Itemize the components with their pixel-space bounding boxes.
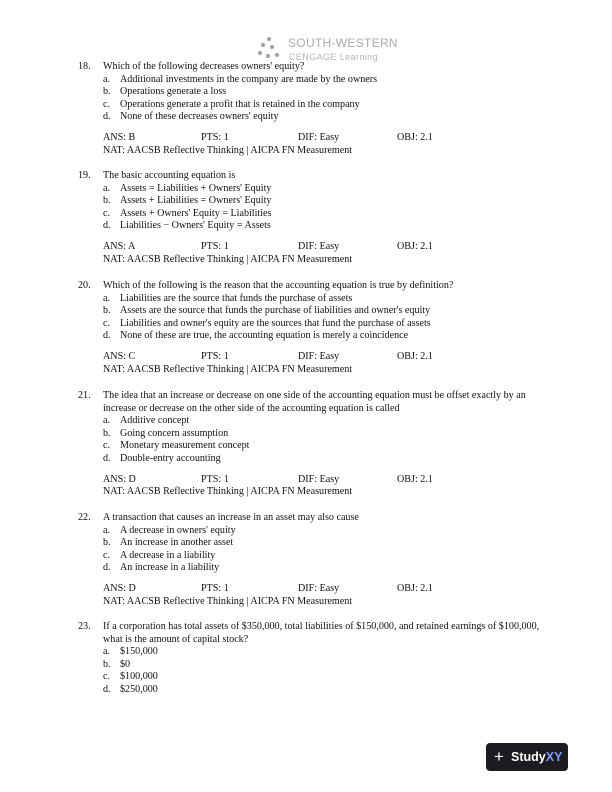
option-letter: c. — [103, 207, 111, 219]
meta-row — [103, 351, 558, 364]
difficulty: DIF: Easy — [298, 131, 340, 143]
answer-meta — [78, 474, 558, 499]
option-b — [78, 537, 558, 550]
option-text: Additional investments in the company are made by the owners — [120, 73, 378, 85]
option-c — [78, 99, 558, 112]
difficulty: DIF: Easy — [298, 582, 340, 594]
answer-options — [78, 525, 558, 575]
option-letter: d. — [103, 111, 111, 123]
difficulty: DIF: Easy — [298, 350, 340, 362]
meta-row — [103, 132, 558, 145]
option-a — [78, 74, 558, 87]
answer-key: ANS: A — [103, 240, 136, 252]
option-d — [78, 453, 558, 466]
question-number: 19. — [78, 170, 91, 181]
question-22 — [78, 512, 558, 608]
option-d — [78, 562, 558, 575]
option-text: None of these are true, the accounting equation is merely a coincidence — [120, 330, 409, 342]
question-number: 20. — [78, 280, 91, 291]
answer-options — [78, 74, 558, 124]
question-number: 22. — [78, 512, 91, 523]
points: PTS: 1 — [201, 240, 229, 252]
option-letter: a. — [103, 292, 111, 304]
option-text: Assets + Owners' Equity = Liabilities — [120, 207, 272, 219]
logo-line2: CENGAGE Learning — [289, 52, 378, 62]
option-letter: c. — [103, 317, 111, 329]
answer-key: ANS: D — [103, 473, 136, 485]
national-standards: NAT: AACSB Reflective Thinking | AICPA FN Measurement — [103, 486, 353, 498]
objective: OBJ: 2.1 — [397, 350, 433, 362]
option-b — [78, 659, 558, 672]
meta-row — [103, 583, 558, 596]
option-letter: a. — [103, 646, 111, 658]
option-letter: d. — [103, 683, 111, 695]
option-letter: c. — [103, 671, 111, 683]
answer-options — [78, 293, 558, 343]
option-c — [78, 550, 558, 563]
option-d — [78, 111, 558, 124]
option-text: Operations generate a profit that is retained in the company — [120, 98, 360, 110]
question-number: 18. — [78, 61, 91, 72]
logo-dots-icon — [258, 37, 284, 61]
points: PTS: 1 — [201, 350, 229, 362]
option-text: Liabilities are the source that funds the purchase of assets — [120, 292, 353, 304]
option-text: $100,000 — [120, 671, 158, 683]
option-text: An increase in another asset — [120, 537, 234, 549]
question-19 — [78, 170, 558, 266]
option-text: Assets are the source that funds the purchase of liabilities and owner's equity — [120, 305, 431, 317]
option-b — [78, 428, 558, 441]
wordmark-xy: XY — [545, 750, 563, 764]
objective: OBJ: 2.1 — [397, 473, 433, 485]
difficulty: DIF: Easy — [298, 473, 340, 485]
objective: OBJ: 2.1 — [397, 131, 433, 143]
option-text: $0 — [120, 658, 131, 670]
option-text: Liabilities and owner's equity are the sources that fund the purchase of assets — [120, 317, 431, 329]
option-c — [78, 671, 558, 684]
option-d — [78, 684, 558, 697]
question-text: Which of the following is the reason that the accounting equation is true by definition? — [103, 280, 454, 291]
answer-meta — [78, 583, 558, 608]
option-letter: b. — [103, 195, 111, 207]
question-21 — [78, 390, 558, 499]
question-text: If a corporation has total assets of $350,000, total liabilities of $150,000, and retained earnings of $100,000, what is the amount of capital stock? — [103, 621, 540, 645]
answer-options — [78, 646, 558, 696]
option-text: Additive concept — [120, 415, 190, 427]
objective: OBJ: 2.1 — [397, 582, 433, 594]
logo-line1: SOUTH-WESTERN — [288, 36, 398, 50]
option-letter: c. — [103, 98, 111, 110]
question-number: 21. — [78, 390, 91, 401]
option-letter: c. — [103, 549, 111, 561]
option-text: Monetary measurement concept — [120, 440, 250, 452]
national-standards: NAT: AACSB Reflective Thinking | AICPA FN Measurement — [103, 595, 353, 607]
option-letter: a. — [103, 182, 111, 194]
answer-options — [78, 415, 558, 465]
option-a — [78, 525, 558, 538]
option-letter: a. — [103, 73, 111, 85]
meta-row — [103, 241, 558, 254]
option-c — [78, 208, 558, 221]
option-letter: b. — [103, 658, 111, 670]
option-letter: d. — [103, 220, 111, 232]
option-b — [78, 195, 558, 208]
option-text: Assets = Liabilities + Owners' Equity — [120, 182, 272, 194]
question-text: Which of the following decreases owners' equity? — [103, 61, 305, 72]
option-text: $150,000 — [120, 646, 158, 658]
option-letter: a. — [103, 415, 111, 427]
option-text: Operations generate a loss — [120, 86, 227, 98]
objective: OBJ: 2.1 — [397, 240, 433, 252]
option-a — [78, 415, 558, 428]
answer-meta — [78, 241, 558, 266]
answer-meta — [78, 132, 558, 157]
option-text: Liabilities − Owners' Equity = Assets — [120, 220, 271, 232]
national-standards: NAT: AACSB Reflective Thinking | AICPA FN Measurement — [103, 253, 353, 265]
option-d — [78, 330, 558, 343]
question-18 — [78, 61, 558, 157]
option-letter: d. — [103, 562, 111, 574]
studyxy-wordmark — [511, 750, 562, 764]
points: PTS: 1 — [201, 131, 229, 143]
option-a — [78, 646, 558, 659]
option-letter: b. — [103, 427, 111, 439]
option-a — [78, 293, 558, 306]
question-text: A transaction that causes an increase in an asset may also cause — [103, 512, 359, 523]
national-standards: NAT: AACSB Reflective Thinking | AICPA FN Measurement — [103, 144, 353, 156]
option-text: None of these decreases owners' equity — [120, 111, 279, 123]
option-c — [78, 318, 558, 331]
option-letter: a. — [103, 524, 111, 536]
option-c — [78, 440, 558, 453]
question-23 — [78, 621, 558, 697]
question-text: The basic accounting equation is — [103, 170, 236, 181]
wordmark-study: Study — [511, 750, 546, 764]
option-letter: b. — [103, 305, 111, 317]
option-text: A decrease in a liability — [120, 549, 216, 561]
studyxy-badge[interactable] — [486, 743, 568, 771]
points: PTS: 1 — [201, 473, 229, 485]
plus-icon: + — [494, 747, 504, 766]
answer-key: ANS: C — [103, 350, 136, 362]
option-letter: d. — [103, 452, 111, 464]
question-text: The idea that an increase or decrease on one side of the accounting equation must be offset exactly by an increase or decrease on the other side of the accounting equation is called — [103, 390, 526, 414]
option-letter: d. — [103, 330, 111, 342]
national-standards: NAT: AACSB Reflective Thinking | AICPA FN Measurement — [103, 363, 353, 375]
option-a — [78, 183, 558, 196]
meta-row — [103, 474, 558, 487]
answer-key: ANS: D — [103, 582, 136, 594]
option-text: Going concern assumption — [120, 427, 229, 439]
option-text: $250,000 — [120, 683, 158, 695]
option-d — [78, 220, 558, 233]
option-b — [78, 86, 558, 99]
difficulty: DIF: Easy — [298, 240, 340, 252]
answer-options — [78, 183, 558, 233]
question-number: 23. — [78, 621, 91, 632]
option-b — [78, 305, 558, 318]
option-text: An increase in a liability — [120, 562, 220, 574]
option-text: Assets + Liabilities = Owners' Equity — [120, 195, 272, 207]
option-letter: b. — [103, 537, 111, 549]
option-letter: b. — [103, 86, 111, 98]
answer-meta — [78, 351, 558, 376]
option-letter: c. — [103, 440, 111, 452]
points: PTS: 1 — [201, 582, 229, 594]
question-20 — [78, 280, 558, 376]
option-text: A decrease in owners' equity — [120, 524, 236, 536]
answer-key: ANS: B — [103, 131, 136, 143]
option-text: Double-entry accounting — [120, 452, 221, 464]
